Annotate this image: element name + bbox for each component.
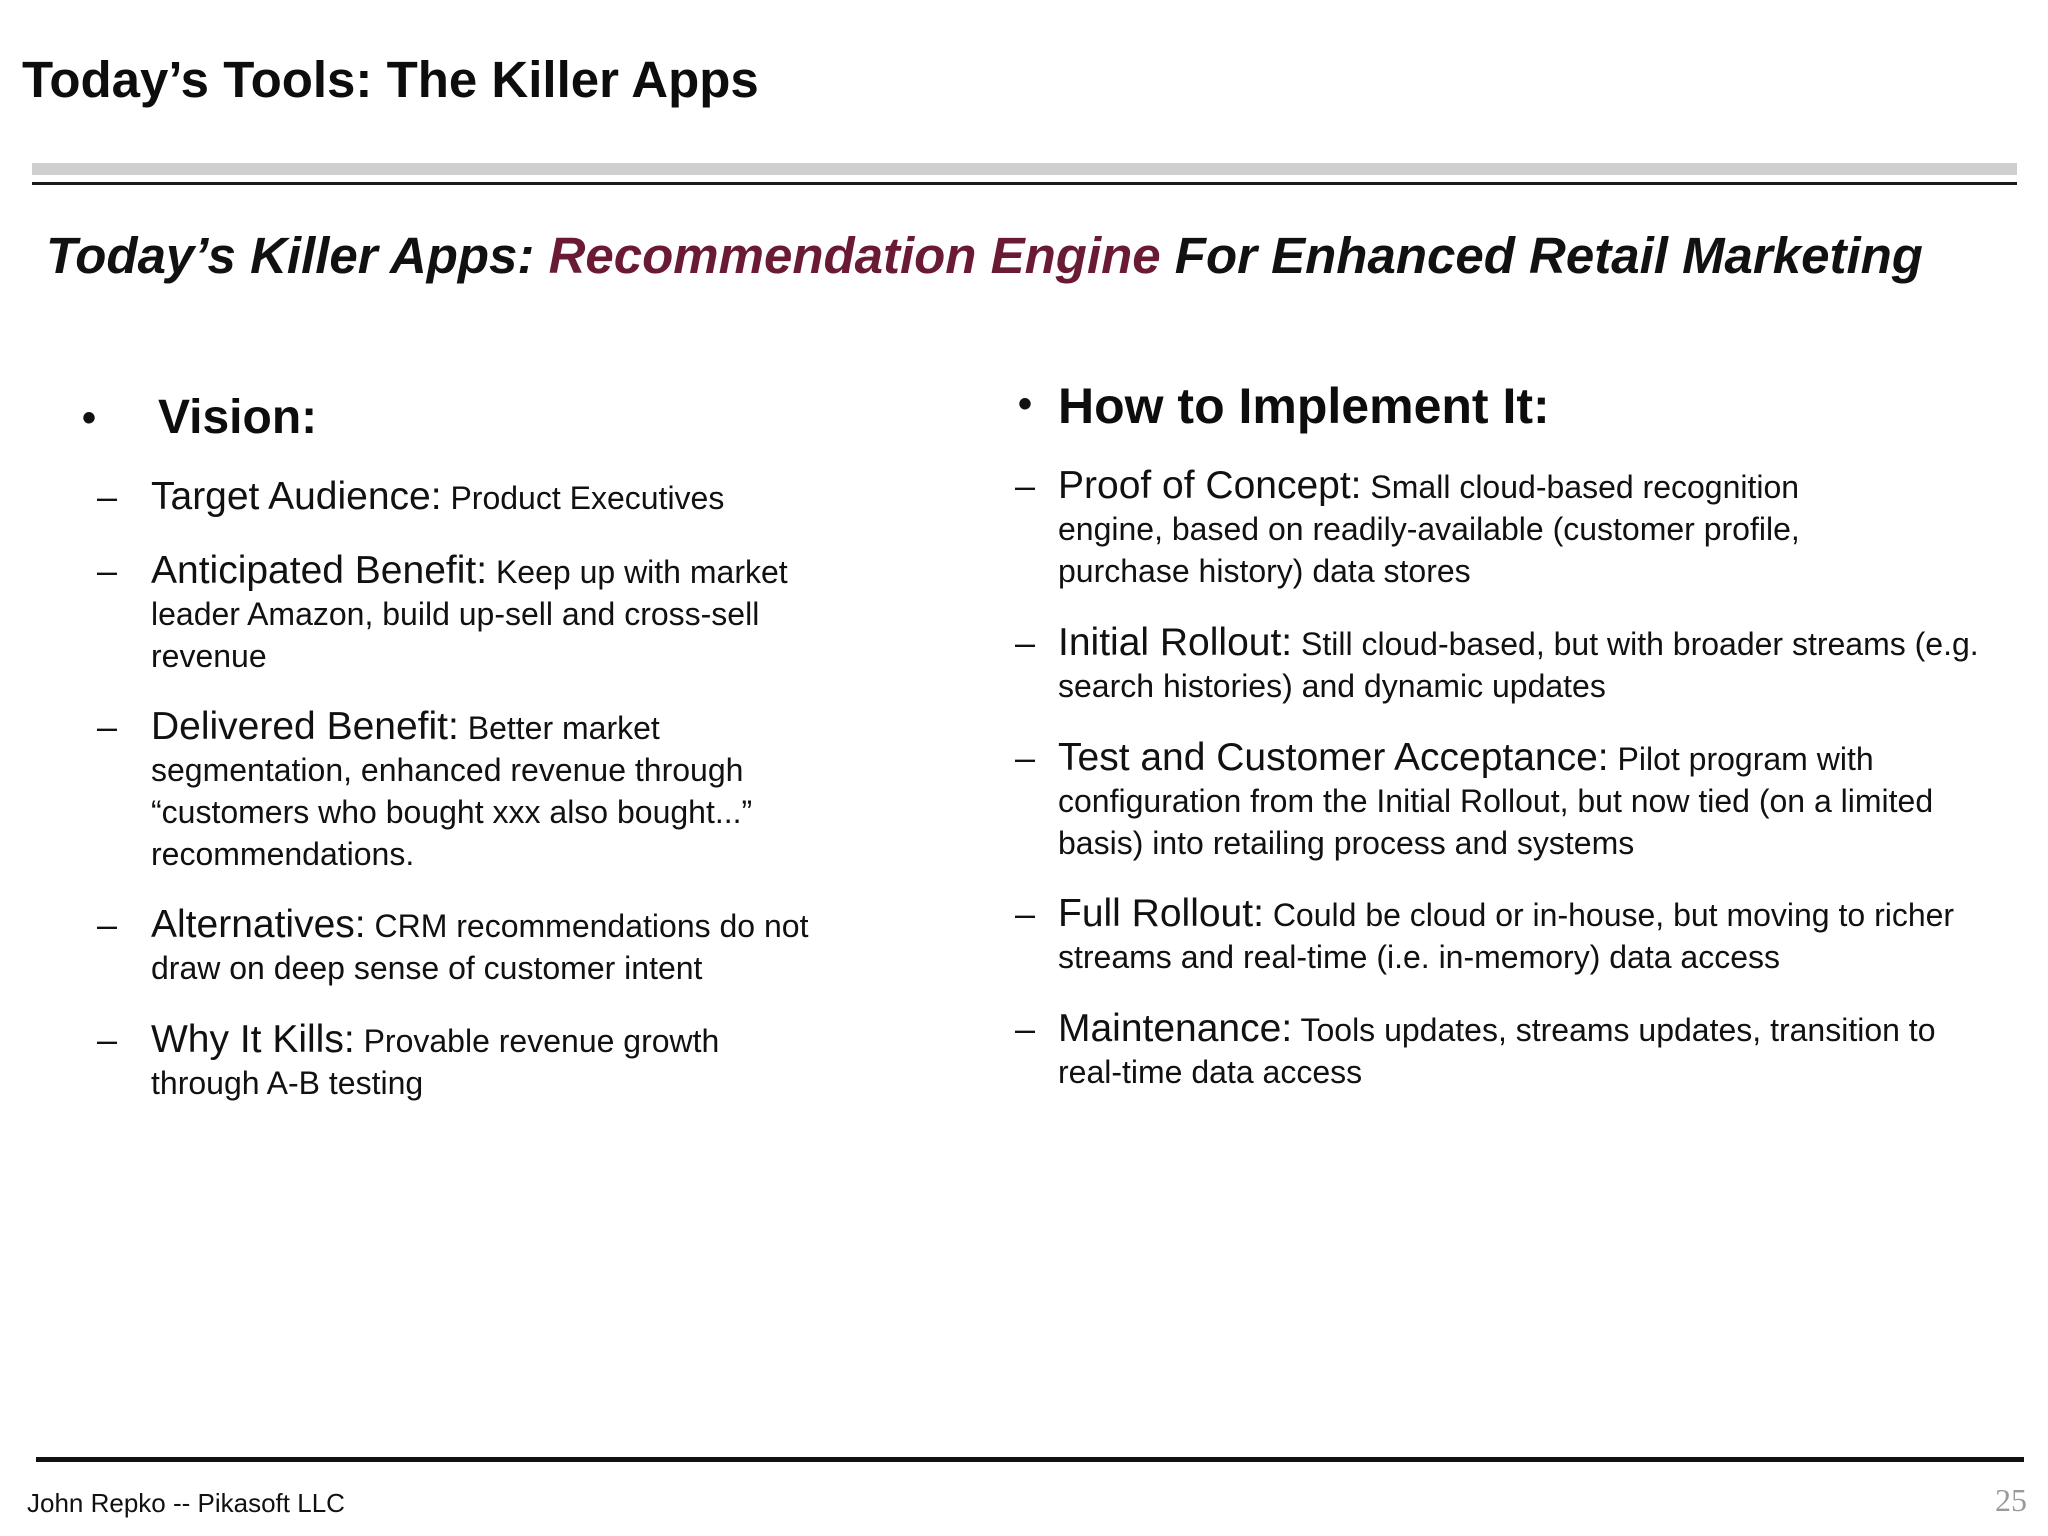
- item-desc: Better market segmentation, enhanced revenue through “customers who bought xxx also bought...” recommendations.: [151, 710, 753, 872]
- item-text: [1058, 622, 1998, 707]
- dash-bullet: –: [97, 1019, 118, 1060]
- dash-bullet: –: [1015, 737, 1036, 778]
- dash-bullet: –: [1015, 465, 1036, 506]
- item-term: Why It Kills:: [151, 1018, 355, 1061]
- item-desc: Product Executives: [441, 480, 725, 516]
- page-number: 25: [1995, 1482, 2027, 1518]
- item-desc: Could be cloud or in-house, but moving to richer streams and real-time (i.e. in-memory) data access: [1058, 897, 1955, 975]
- subtitle-prefix: Today’s Killer Apps:: [46, 227, 549, 284]
- item-text: [151, 706, 811, 875]
- item-desc: Small cloud-based recognition engine, based on readily-available (customer profile, purchase history) data stores: [1058, 469, 1800, 589]
- implement-heading: How to Implement It:: [1058, 378, 1550, 434]
- footer-author: John Repko -- Pikasoft LLC: [27, 1488, 345, 1518]
- implement-bullet: •: [1018, 382, 1033, 426]
- dash-bullet: –: [97, 476, 118, 517]
- item-term: Full Rollout:: [1058, 892, 1264, 935]
- dash-bullet: –: [1015, 893, 1036, 934]
- item-text: [1058, 737, 1968, 864]
- item-text: [151, 1019, 791, 1104]
- slide-title: Today’s Tools: The Killer Apps: [22, 51, 759, 108]
- item-term: Maintenance:: [1058, 1007, 1293, 1050]
- vision-bullet: •: [82, 396, 97, 440]
- item-term: Initial Rollout:: [1058, 621, 1293, 664]
- item-text: [1058, 465, 1888, 592]
- item-desc: CRM recommendations do not draw on deep sense of customer intent: [151, 908, 809, 986]
- slide-subtitle: [46, 226, 1923, 285]
- dash-bullet: –: [97, 706, 118, 747]
- dash-bullet: –: [97, 550, 118, 591]
- item-desc: Tools updates, streams updates, transition to real-time data access: [1058, 1012, 1936, 1090]
- header-gray-rule: [32, 163, 2017, 175]
- item-term: Delivered Benefit:: [151, 705, 459, 748]
- dash-bullet: –: [1015, 622, 1036, 663]
- dash-bullet: –: [97, 904, 118, 945]
- item-desc: Still cloud-based, but with broader streams (e.g. search histories) and dynamic updates: [1058, 626, 1979, 704]
- item-term: Target Audience:: [151, 475, 442, 518]
- subtitle-suffix: For Enhanced Retail Marketing: [1160, 227, 1923, 284]
- item-text: [151, 904, 831, 989]
- vision-heading: Vision:: [158, 391, 318, 444]
- subtitle-accent: Recommendation Engine: [548, 227, 1161, 284]
- item-text: [1058, 1008, 1988, 1093]
- dash-bullet: –: [1015, 1008, 1036, 1049]
- item-term: Anticipated Benefit:: [151, 549, 488, 592]
- item-term: Alternatives:: [151, 903, 366, 946]
- item-term: Test and Customer Acceptance:: [1058, 736, 1609, 779]
- item-desc: Pilot program with configuration from the Initial Rollout, but now tied (on a limited basis) into retailing process and systems: [1058, 741, 1934, 861]
- item-term: Proof of Concept:: [1058, 464, 1362, 507]
- item-desc: Keep up with market leader Amazon, build up-sell and cross-sell revenue: [151, 554, 788, 674]
- item-desc: Provable revenue growth through A-B testing: [151, 1023, 720, 1101]
- item-text: [151, 476, 851, 519]
- header-black-rule: [32, 182, 2017, 185]
- footer-rule: [36, 1457, 2024, 1462]
- item-text: [1058, 893, 1958, 978]
- item-text: [151, 550, 841, 677]
